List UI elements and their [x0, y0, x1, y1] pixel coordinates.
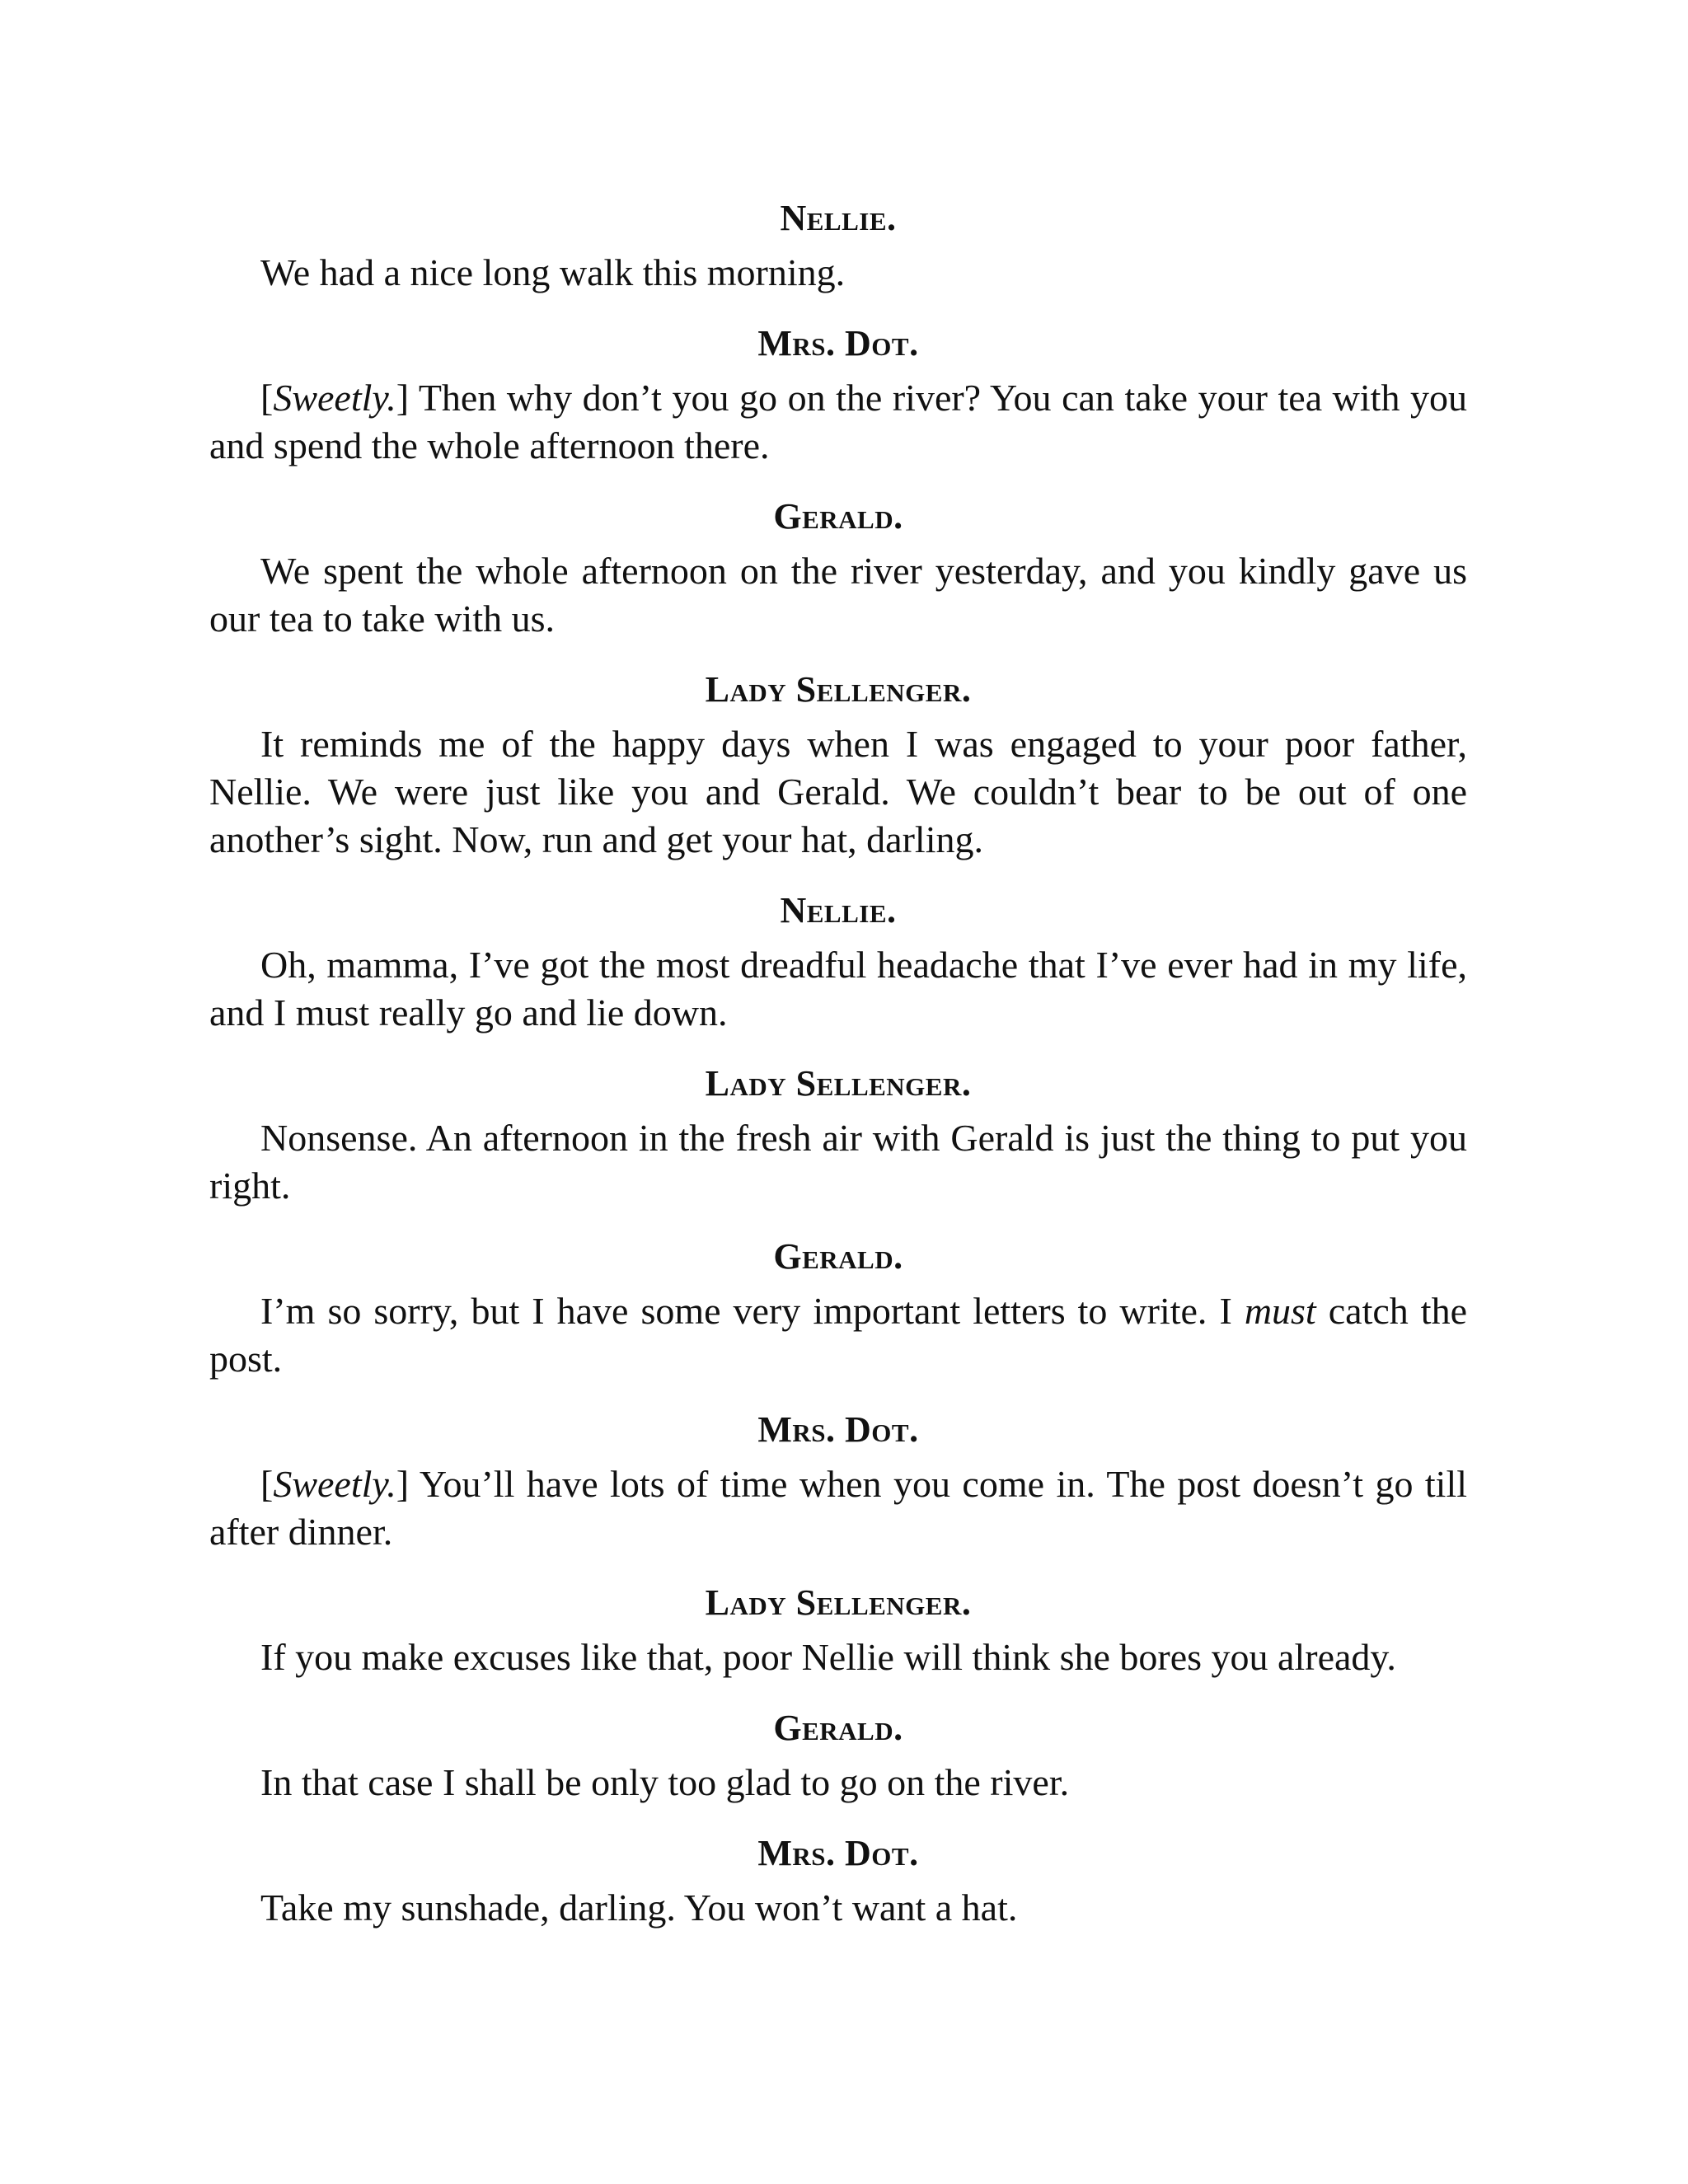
- speaker-name: Lady Sellenger.: [705, 1063, 972, 1104]
- speech-line: [209, 1884, 1467, 1932]
- speech-line: [209, 249, 1467, 297]
- speech-line: [209, 1633, 1467, 1681]
- bracket-close: ]: [396, 1463, 410, 1505]
- bracket-open: [: [260, 377, 274, 419]
- speaker-name: Gerald.: [773, 496, 903, 537]
- speech-text: In that case I shall be only too glad to go on the river.: [260, 1761, 1070, 1803]
- speech-text: Then why don’t you go on the river? You can take your tea with you and spend the whole afternoon there.: [209, 377, 1467, 466]
- speech-line: [209, 374, 1467, 470]
- speech-text: Take my sunshade, darling. You won’t want a hat.: [260, 1886, 1018, 1929]
- speech-text: I’m so sorry, but I have some very important letters to write. I: [260, 1290, 1245, 1332]
- speech-text: We had a nice long walk this morning.: [260, 251, 846, 293]
- speech-line: [209, 720, 1467, 864]
- speech-line: [209, 1460, 1467, 1556]
- speech-line: [209, 547, 1467, 643]
- speech-text: If you make excuses like that, poor Nellie will think she bores you already.: [260, 1636, 1396, 1678]
- speech-text: We spent the whole afternoon on the river yesterday, and you kindly gave us our tea to take with us.: [209, 550, 1467, 640]
- speaker-name: Lady Sellenger.: [705, 669, 972, 710]
- speech-line: [209, 1759, 1467, 1807]
- speech-text: Oh, mamma, I’ve got the most dreadful headache that I’ve ever had in my life, and I must really go and lie down.: [209, 944, 1467, 1033]
- speaker-name: Nellie.: [780, 890, 897, 930]
- play-dialogue: [209, 194, 1467, 1955]
- speaker-name: Gerald.: [773, 1708, 903, 1748]
- speech-text: It reminds me of the happy days when I was engaged to your poor father, Nellie. We were just like you and Gerald. We couldn’t bear to be out of one another’s sight. Now, run and get your hat, darling.: [209, 723, 1467, 860]
- speech-text: catch the post.: [209, 1290, 1467, 1380]
- bracket-open: [: [260, 1463, 274, 1505]
- bracket-close: ]: [396, 377, 410, 419]
- stage-direction: Sweetly.: [273, 1463, 396, 1505]
- speech-text: You’ll have lots of time when you come in. The post doesn’t go till after dinner.: [209, 1463, 1467, 1553]
- speaker-name: Mrs. Dot.: [757, 323, 919, 363]
- speech-line: [209, 1114, 1467, 1210]
- speaker-name: Mrs. Dot.: [757, 1833, 919, 1873]
- speaker-name: Nellie.: [780, 198, 897, 238]
- speech-text: Nonsense. An afternoon in the fresh air with Gerald is just the thing to put you right.: [209, 1117, 1467, 1207]
- speaker-name: Mrs. Dot.: [757, 1409, 919, 1450]
- emphasized-word: must: [1244, 1290, 1316, 1332]
- speech-line: [209, 1287, 1467, 1383]
- speech-line: [209, 941, 1467, 1037]
- speaker-name: Lady Sellenger.: [705, 1582, 972, 1623]
- stage-direction: Sweetly.: [273, 377, 396, 419]
- speaker-name: Gerald.: [773, 1236, 903, 1277]
